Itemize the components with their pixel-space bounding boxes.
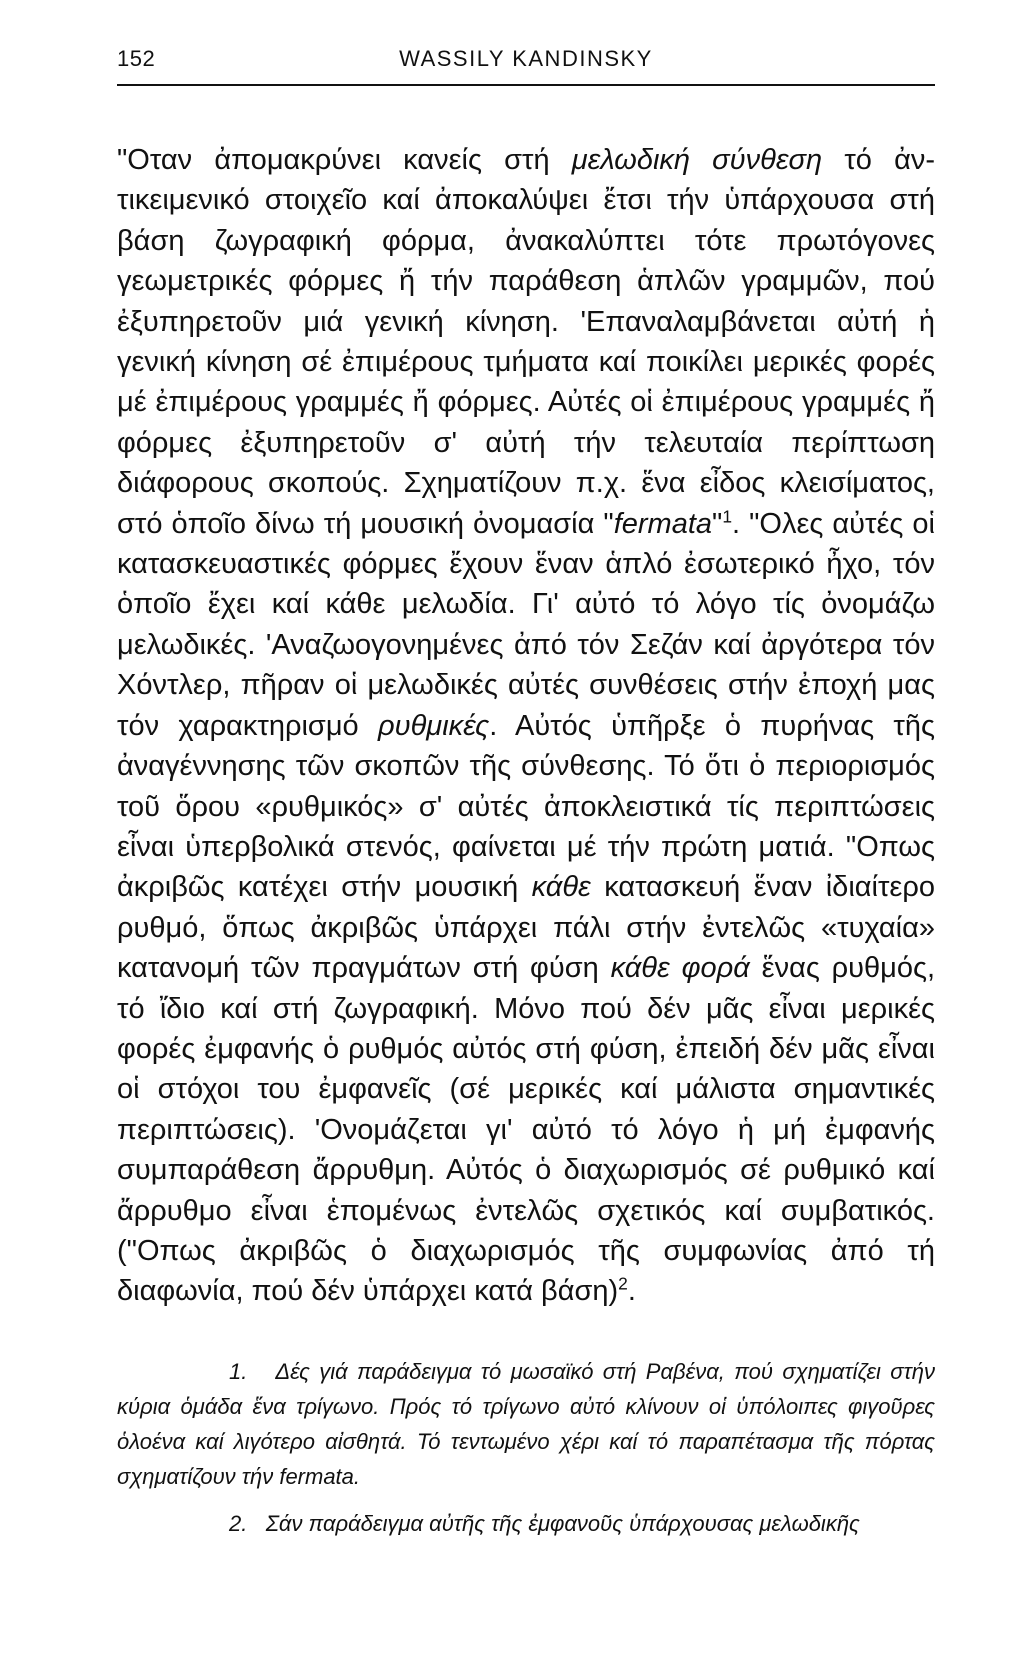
main-text	[117, 140, 935, 1312]
footnotes	[117, 1354, 935, 1553]
footnote-1	[117, 1354, 935, 1494]
text-run: κατασκευή ἕναν ἰδιαίτερο ρυθμό, ὅπως ἀκριβῶς ὑπάρχει πάλι στήν ἐντελῶς «τυχαία» κατανομή τῶν πραγμάτων στή φύση	[117, 871, 935, 985]
text-run: τό ἀντικειμενικό στοιχεῖο καί ἀποκαλύψει ἔτσι τήν ὑπάρχουσα στή βάση ζωγραφική φόρμα, ἀνακαλύπτει τότε πρωτόγονες γεωμετρικές φόρμες ἤ τήν παράθεση ἁπλῶν γραμμῶν, πού ἐξυπηρετοῦν μιά γενική κίνηση. 'Επαναλαμβάνεται αὐτή ἡ γενική κίνηση σέ ἐπιμέρους τμήματα καί ποικίλει μερικές φορές μέ ἐπιμέρους γραμμές ἤ φόρμες. Αὐτές οἱ ἐπιμέρους γραμμές ἤ φόρμες ἐξυπηρετοῦν σ' αὐτή τήν τελευταία περίπτωση διάφορους σκοπούς. Σχηματίζουν π.χ. ἕνα εἶδος κλεισίματος, στό ὁποῖο δίνω τή μουσική ὀνομασία "	[117, 144, 936, 540]
emphasized-text: κάθε	[531, 871, 591, 904]
footnote-2	[117, 1506, 935, 1541]
page-header	[117, 44, 935, 86]
emphasized-text: fermata	[613, 507, 713, 540]
footnote-text: Δές γιά παράδειγμα τό μωσαϊκό στή Ραβένα, πού σχηματίζει στήν κύρια ὁμάδα ἕνα τρίγωνο. Πρός τό τρίγωνο αὐτό κλίνουν οἱ ὑπόλοιπες φιγοῦρες ὁλοένα καί λιγότερο αἰσθητά. Τό τεντωμένο χέρι καί τό παραπέτασμα τῆς πόρτας σχηματίζουν τήν fermata.	[117, 1359, 935, 1489]
page-number: 152	[117, 46, 156, 71]
body-paragraph	[117, 140, 935, 1312]
text-run: ἕνας ρυθμός, τό ἴδιο καί στή ζωγραφική. Μόνο πού δέν μᾶς εἶναι μερικές φορές ἐμφανής ὁ ρυθμός αὐτός στή φύση, ἐπειδή δέν μᾶς εἶναι οἱ στόχοι του ἐμφανεῖς (σέ μερικές καί μάλιστα σημαντικές περιπτώσεις). 'Ονομάζεται γι' αὐτό τό λόγο ἡ μή ἐμφανής συμπαράθεση ἄρρυθμη. Αὐτός ὁ διαχωρισμός σέ ρυθμικό καί ἄρρυθμο εἶναι ἑπομένως ἐντελῶς σχετικός καί συμβατικός. ("Οπως ἀκριβῶς ὁ διαχωρισμός τῆς συμφωνίας ἀπό τή διαφωνία, πού δέν ὑπάρχει κατά βάση)	[117, 952, 935, 1308]
emphasized-text: μελωδική σύνθεση	[571, 144, 823, 176]
text-run: .	[627, 1275, 636, 1308]
footnote-number: 1.	[229, 1359, 248, 1384]
emphasized-text: κάθε φορά	[610, 952, 750, 985]
text-run: . Αὐτός ὑπῆρξε ὁ πυρήνας τῆς ἀναγέννησης τῶν σκοπῶν τῆς σύνθεσης. Τό ὅτι ὁ περιορισμός τοῦ ὅρου «ρυθμικός» σ' αὐτές ἀποκλειστικά τίς περιπτώσεις εἶναι ὑπερβολικά στενός, φαίνεται μέ τήν πρώτη ματιά. "Οπως ἀκριβῶς κατέχει στήν μουσική	[117, 709, 935, 904]
emphasized-text: ρυθμικές	[378, 709, 490, 742]
footnote-text: Σάν παράδειγμα αὐτῆς τῆς ἐμφανοῦς ὑπάρχουσας μελωδικῆς	[265, 1511, 860, 1536]
running-head: WASSILY KANDINSKY	[399, 46, 653, 71]
footnote-number: 2.	[229, 1511, 248, 1536]
text-run: "Οταν ἀπομακρύνει κανείς στή	[117, 144, 572, 176]
text-run: . "Ολες αὐτές οἱ κατασκευαστικές φόρμες ἔχουν ἕναν ἁπλό ἐσωτερικό ἦχο, τόν ὁποῖο ἔχει καί κάθε μελωδία. Γι' αὐτό τό λόγο τίς ὀνομάζω μελωδικές. 'Αναζωογονημένες ἀπό τόν Σεζάν καί ἀργότερα τόν Χόντλερ, πῆραν οἱ μελωδικές αὐτές συνθέσεις στήν ἐποχή μας τόν χαρακτηρισμό	[117, 507, 935, 742]
text-run: "	[712, 507, 723, 540]
footnote-marker: 1	[722, 506, 733, 526]
footnote-marker: 2	[618, 1273, 628, 1294]
